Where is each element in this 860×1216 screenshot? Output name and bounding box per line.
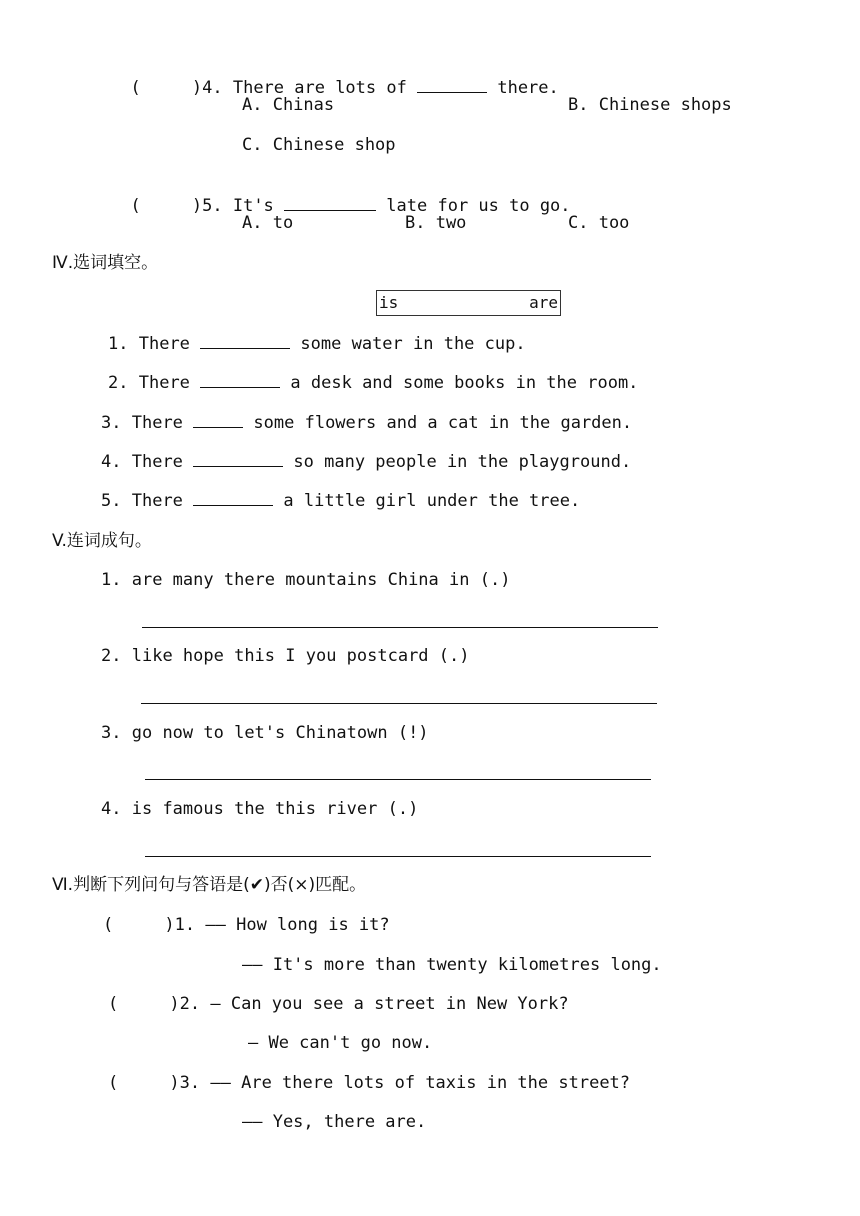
answer-paren[interactable]: ( ) — [130, 196, 203, 216]
word-option: are — [529, 293, 558, 312]
answer-text: — We can't go now. — [248, 1033, 433, 1053]
question-text: — Can you see a street in New York? — [210, 994, 569, 1014]
section-6-heading: Ⅵ.判断下列问句与答语是(✔)否(×)匹配。 — [52, 875, 367, 895]
option-b: B. Chinese shops — [568, 95, 732, 115]
item-text: There — [138, 373, 190, 393]
reorder-item — [101, 722, 429, 744]
match-item — [108, 1072, 630, 1094]
reorder-item — [101, 798, 418, 820]
fill-blank[interactable] — [193, 491, 273, 506]
question-stem: 4. There are lots of — [202, 78, 407, 98]
item-number: 2. — [179, 994, 201, 1014]
question-stem: 5. It's — [202, 196, 274, 216]
item-text: There — [131, 452, 183, 472]
item-number: 1. — [108, 334, 129, 354]
item-text: is famous the this river (.) — [131, 799, 419, 819]
reorder-item — [101, 645, 470, 667]
answer-line[interactable] — [141, 703, 657, 704]
answer-paren[interactable]: ( ) — [108, 994, 180, 1014]
question-4-line — [110, 55, 559, 99]
option-a: A. to — [242, 213, 294, 233]
item-number: 1. — [101, 570, 122, 590]
word-option: is — [379, 293, 399, 312]
item-number: 2. — [101, 646, 122, 666]
item-text: so many people in the playground. — [293, 452, 632, 472]
option-b: B. two — [405, 213, 467, 233]
item-text: are many there mountains China in (.) — [131, 570, 511, 590]
item-number: 4. — [101, 452, 122, 472]
item-number: 1. — [174, 915, 196, 935]
item-number: 4. — [101, 799, 122, 819]
match-item — [108, 993, 569, 1015]
section-5-heading: V.连词成句。 — [52, 531, 152, 551]
item-text: There — [131, 491, 183, 511]
fill-blank[interactable] — [200, 373, 280, 388]
reorder-item — [101, 569, 510, 591]
fill-item — [101, 451, 631, 473]
answer-line[interactable] — [145, 779, 651, 780]
item-number: 3. — [101, 413, 122, 433]
question-stem-end: there. — [497, 78, 559, 98]
fill-blank[interactable] — [417, 78, 487, 93]
section-4-heading: Ⅳ.选词填空。 — [52, 253, 159, 273]
fill-item — [101, 412, 632, 434]
answer-line[interactable] — [142, 627, 658, 628]
answer-paren[interactable]: ( ) — [108, 1073, 180, 1093]
fill-item — [101, 490, 580, 512]
question-text: —— How long is it? — [205, 915, 390, 935]
question-5-line — [110, 173, 571, 217]
item-text: some water in the cup. — [300, 334, 526, 354]
fill-blank[interactable] — [284, 196, 376, 211]
item-text: a little girl under the tree. — [283, 491, 581, 511]
option-c: C. Chinese shop — [242, 135, 396, 155]
item-text: go now to let's Chinatown (!) — [131, 723, 429, 743]
item-number: 3. — [101, 723, 122, 743]
answer-text: —— Yes, there are. — [242, 1112, 427, 1132]
item-number: 3. — [179, 1073, 201, 1093]
fill-item — [108, 372, 638, 394]
item-number: 2. — [108, 373, 129, 393]
item-text: like hope this I you postcard (.) — [131, 646, 470, 666]
option-a: A. Chinas — [242, 95, 335, 115]
fill-item — [108, 333, 526, 355]
item-text: There — [138, 334, 190, 354]
item-text: some flowers and a cat in the garden. — [253, 413, 633, 433]
option-c: C. too — [568, 213, 630, 233]
item-number: 5. — [101, 491, 122, 511]
item-text: a desk and some books in the room. — [290, 373, 639, 393]
answer-paren[interactable]: ( ) — [103, 915, 175, 935]
match-item — [103, 914, 390, 936]
word-box — [376, 290, 561, 316]
answer-line[interactable] — [145, 856, 651, 857]
question-stem-end: late for us to go. — [386, 196, 571, 216]
fill-blank[interactable] — [193, 452, 283, 467]
fill-blank[interactable] — [193, 413, 243, 428]
question-text: —— Are there lots of taxis in the street? — [210, 1073, 631, 1093]
answer-paren[interactable]: ( ) — [130, 78, 203, 98]
item-text: There — [131, 413, 183, 433]
answer-text: —— It's more than twenty kilometres long. — [242, 955, 662, 975]
fill-blank[interactable] — [200, 334, 290, 349]
